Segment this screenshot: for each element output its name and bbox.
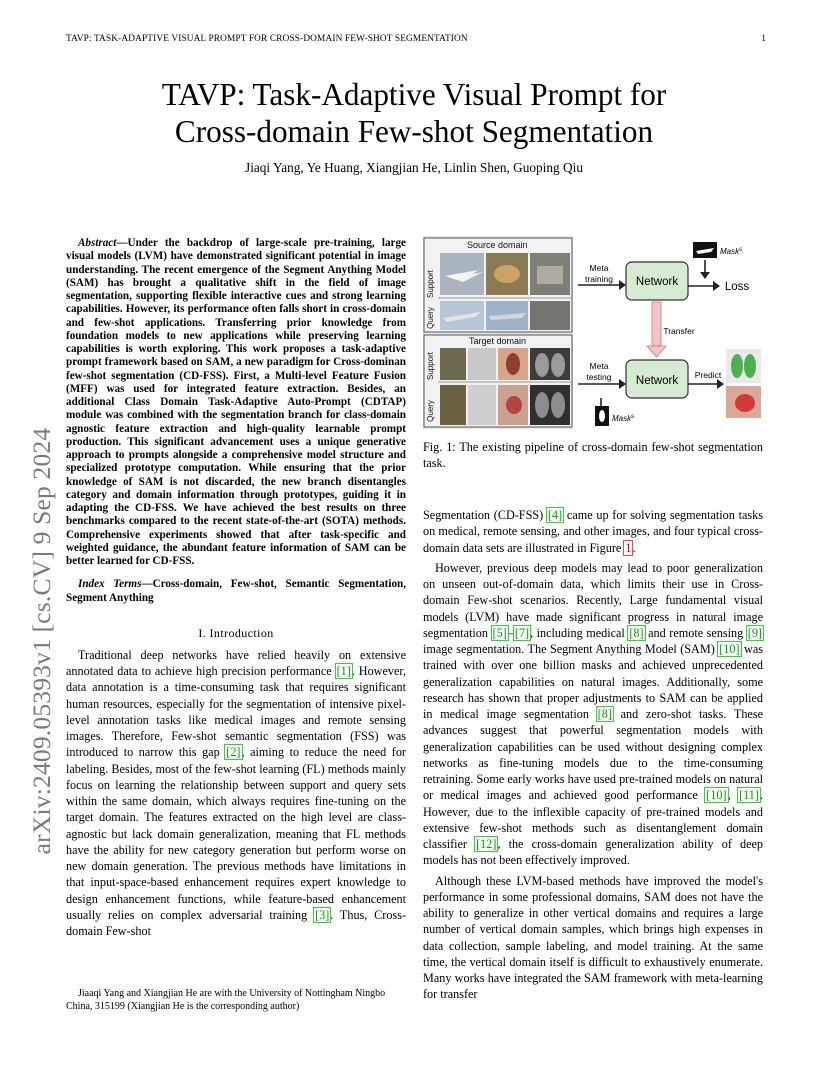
mask-to-loss-arrowhead xyxy=(700,272,710,279)
network-label-test: Network xyxy=(635,375,679,387)
loss-arrowhead xyxy=(713,281,720,291)
prediction-lesion xyxy=(735,394,755,412)
query-lesion-shape xyxy=(506,396,522,414)
figure-reference-link[interactable]: 1 xyxy=(625,540,632,555)
text-run: Traditional deep networks have relied heavily on extensive annotated data to achieve high precision performance xyxy=(66,647,406,678)
query-image-medical xyxy=(468,385,496,425)
animal-shape xyxy=(537,266,563,284)
query-image-remote xyxy=(440,385,466,425)
target-mask-sup: s xyxy=(631,414,635,420)
target-mask-shape xyxy=(599,410,605,422)
text-run: – xyxy=(507,625,514,640)
text-run: came up for solving segmentation tasks on medical, remote sensing, and other images, and four typical cross-domain data sets are illustrated in Figure xyxy=(423,508,763,555)
meta-training-label-1: Meta xyxy=(589,263,609,273)
pipeline-diagram xyxy=(423,236,763,429)
citation-link[interactable]: [1] xyxy=(336,664,351,678)
text-run: image segmentation. The Segment Anything Model (SAM) xyxy=(423,642,719,656)
lesion-shape xyxy=(506,353,520,375)
citation-link[interactable]: [12] xyxy=(476,837,497,851)
text-run: , the cross-domain generalization ability of deep models has not been effectively improved. xyxy=(423,837,763,868)
source-query-label: Query xyxy=(426,307,435,329)
text-run: was trained with over one billion masks and achieved unprecedented generalization capabilities on natural images. Additionally, some research has shown that proper adjustments to SAM can be applied in medical image segmentation xyxy=(423,642,763,721)
running-title: TAVP: TASK-ADAPTIVE VISUAL PROMPT FOR CROSS-DOMAIN FEW-SHOT SEGMENTATION xyxy=(66,34,468,44)
author-list: Jiaqi Yang, Ye Huang, Xiangjian He, Linlin Shen, Guoping Qiu xyxy=(245,160,583,175)
section-heading-introduction: I. Introduction xyxy=(198,625,274,640)
meta-testing-label-1: Meta xyxy=(589,361,609,371)
text-run: . xyxy=(632,540,636,555)
citation-link[interactable]: [5] xyxy=(492,625,507,640)
citation-link[interactable]: [7] xyxy=(514,625,530,640)
text-run: and zero-shot tasks. These advances suggest that powerful segmentation models with generalization capabilities can be used without designing complex networks as fine-tuning models due to the time-consuming retraining. Some early works have used pre-trained models on natural or medical images and achieved good performance xyxy=(423,707,763,803)
lung-left-shape xyxy=(535,353,549,377)
target-support-label: Support xyxy=(426,351,435,381)
bird-shape xyxy=(494,265,520,283)
text-run: , including medical xyxy=(530,625,629,640)
citation-link[interactable]: [10] xyxy=(719,642,740,656)
meta-testing-arrowhead xyxy=(619,379,626,389)
target-mask-text: Mask xyxy=(612,414,632,423)
citation-link[interactable]: [8] xyxy=(629,625,644,640)
query-image-animal xyxy=(530,301,570,330)
lung-right-shape xyxy=(551,353,565,377)
loss-label: Loss xyxy=(724,281,750,293)
meta-testing-label-2: testing xyxy=(586,372,612,382)
meta-training-label-2: training xyxy=(585,274,613,284)
transfer-label: Transfer xyxy=(663,326,695,336)
predict-label: Predict xyxy=(694,370,722,380)
transfer-arrowhead xyxy=(647,346,666,357)
right-paragraph-1 xyxy=(423,507,763,556)
left-column xyxy=(66,237,406,939)
query-lung-right xyxy=(551,392,565,418)
abstract-lead: Abstract xyxy=(78,237,117,249)
citation-link[interactable]: [10] xyxy=(706,788,727,803)
target-query-label: Query xyxy=(426,400,435,422)
transfer-arrow-shaft xyxy=(652,302,661,346)
citation-link[interactable]: [8] xyxy=(597,707,612,721)
abstract xyxy=(66,237,406,568)
paper-title-line-2: Cross-domain Few-shot Segmentation xyxy=(174,114,654,149)
citation-link[interactable]: [11] xyxy=(739,788,759,803)
right-paragraph-3: Although these LVM-based methods have improved the model's performance in some professional domains, SAM does not have the ability to generalize in other vertical domains and requires a large number of vertical domain samples, which brings high expenses in data collection, sample labeling, and model training. At the same time, the vertical domain itself is difficult to exhaustively enumerate. Many works have integrated the SAM framework with meta-learning for transfer xyxy=(423,873,763,1002)
text-run: , aiming to reduce the need for labeling. Besides, most of the few-shot learning (FL) methods mainly focus on learning the relationship between support and query sets within the same domain, which always requires fine-tuning on the target domain. The features extracted on the high level are class-agnostic but lack domain generalization, meaning that FL methods have the ability for new category generation but perform worse on new domain generation. The previous methods have limitations in that input-space-based enhancement requires expert knowledge to design enhancement functions, while feature-based enhancement usually relies on complex adversarial training xyxy=(66,745,406,922)
right-column xyxy=(423,507,763,1003)
right-paragraph-2 xyxy=(423,560,763,869)
text-run: , xyxy=(727,788,739,803)
author-footnote: Jiaaqi Yang and Xiangjian He are with the University of Nottingham Ningbo China, 315199 (Xiangjian He is the corresponding author) xyxy=(66,988,386,1012)
abstract-text: —Under the backdrop of large-scale pre-training, large visual models (LVM) have demonstrated significant potential in image understanding. The recent emergence of the Segment Anything Model (SAM) has brought a qualitative shift in the field of image segmentation, supporting flexible interactive cues and strong learning capabilities. However, its performance often falls short in cross-domain and few-shot applications. Transferring prior knowledge from foundation models to new applications while preserving learning capabilities is worth exploring. This work proposes a task-adaptive prompt framework based on SAM, a new paradigm for Cross-dominan few-shot segmentation (CD-FSS). First, a Multi-level Feature Fusion (MFF) was used for integrated feature extraction. Besides, an additional Class Domain Task-Adaptive Auto-Prompt (CDTAP) module was combined with the segmentation branch for class-domain agnostic feature extraction and high-quality learnable prompt production. This significant advancement uses a unique generative approach to prompts alongside a comprehensive model structure and specialized prototype computation. While ensuring that the prior knowledge of SAM is not discarded, the new branch disentangles category and domain information through prototypes, guiding it in adapting the CD-FSS. We have achieved the best results on three benchmarks compared to the recent state-of-the-art (SOTA) methods. Comprehensive experiments showed that after task-specific and weighted guidance, the abundant feature information of SAM can be better learned for CD-FSS. xyxy=(66,237,406,567)
target-domain-label: Target domain xyxy=(469,336,527,346)
text-run: However, previous deep models may lead to poor generalization on unseen out-of-domain data, which limits their use in Cross-domain Few-shot scenarios. Recently, Large fundamental visual models (LVM) have made significant progress in natural image segmentation xyxy=(423,560,763,640)
target-mask-label xyxy=(612,414,634,423)
index-terms xyxy=(66,578,406,605)
text-run: . However, due to the inflexible capacity of pre-trained models and extensive few-shot methods such as disentanglement domain classifier xyxy=(423,788,763,851)
source-support-label: Support xyxy=(426,269,435,299)
prediction-lung-right xyxy=(744,354,756,378)
intro-paragraph-1 xyxy=(66,647,406,940)
arxiv-identifier-stamp[interactable]: arXiv:2409.05393v1 [cs.CV] 9 Sep 2024 xyxy=(27,427,56,855)
index-terms-lead: Index Terms xyxy=(78,578,142,591)
text-run: . Thus, Cross-domain Few-shot xyxy=(66,907,406,938)
citation-link[interactable]: [4] xyxy=(547,508,563,522)
query-lung-left xyxy=(535,392,549,418)
meta-training-arrowhead xyxy=(619,280,626,290)
figure-1-caption: Fig. 1: The existing pipeline of cross-domain few-shot segmentation task. xyxy=(423,440,763,470)
source-domain-label: Source domain xyxy=(467,240,528,250)
predict-arrowhead xyxy=(717,379,724,389)
citation-link[interactable]: [3] xyxy=(315,907,330,922)
index-terms-text: —Cross-domain, Few-shot, Semantic Segmentation, Segment Anything xyxy=(66,578,406,604)
prediction-lung-left xyxy=(731,354,743,378)
source-mask-label xyxy=(720,247,742,256)
text-run: Segmentation (CD-FSS) xyxy=(423,508,547,522)
citation-link[interactable]: [2] xyxy=(226,745,241,760)
network-label-train: Network xyxy=(635,276,679,288)
figure-1 xyxy=(423,236,763,429)
paper-title-line-1: TAVP: Task-Adaptive Visual Prompt for xyxy=(161,77,667,112)
source-mask-sup: s xyxy=(739,247,743,253)
citation-link[interactable]: [9] xyxy=(747,625,762,640)
page-number: 1 xyxy=(761,34,766,44)
paper-title xyxy=(66,76,762,150)
source-mask-text: Mask xyxy=(720,247,740,256)
text-run: and remote sensing xyxy=(644,625,747,640)
support-image-remote xyxy=(440,348,466,380)
support-image-medical-1 xyxy=(468,348,496,380)
text-run: . However, data annotation is a time-consuming task that requires significant human resources, especially for the segmentation of intensive pixel-level annotation tasks like medical images and remote sensing images. Therefore, Few-shot semantic segmentation (FSS) was introduced to narrow this gap xyxy=(66,664,407,760)
